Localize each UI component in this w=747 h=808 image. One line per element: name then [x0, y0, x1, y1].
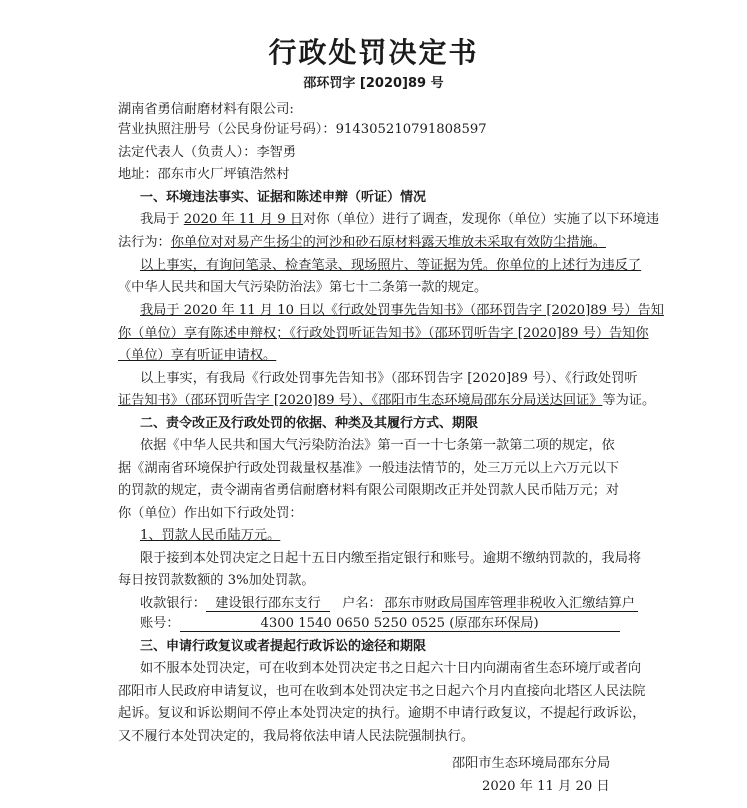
text-span: 等为证。: [602, 393, 656, 408]
section3-para1-line1: 如不服本处罚决定，可在收到本处罚决定书之日起六十日内向湖南省生态环境厅或者向: [140, 661, 642, 676]
account-number-line: [140, 615, 640, 633]
section2-para2-line2: 每日按罚款数额的 3%加处罚款。: [118, 573, 315, 588]
violation-description: 你单位对对易产生扬尘的河沙和砂石原材料露天堆放未采取有效防尘措施。: [170, 235, 606, 250]
text-span: 我局于: [140, 212, 184, 227]
section3-para1-line2: 邵阳市人民政府申请复议，也可在收到本处罚决定书之日起六个月内直接向北塔区人民法院: [118, 684, 646, 699]
party-name: 湖南省勇信耐磨材料有限公司:: [118, 102, 294, 117]
section1-para4-line1: 以上事实，有我局《行政处罚事先告知书》（邵环罚告字 [2020]89 号）、《行政处罚听: [140, 371, 638, 386]
section1-para3-line1: 我局于 2020 年 11 月 10 日以《行政处罚事先告知书》（邵环罚告字 [2020]89 号）告知: [140, 303, 664, 318]
party-address: 地址：邵东市火厂坪镇浩然村: [118, 167, 290, 182]
penalty-item-1-text: 1、罚款人民币陆万元。: [140, 528, 281, 543]
document-title: 行政处罚决定书: [268, 36, 479, 69]
section2-heading: 二、责令改正及行政处罚的依据、种类及其履行方式、期限: [140, 416, 479, 431]
account-number-value: 4300 1540 0650 5250 0525 (原邵东环保局): [180, 616, 620, 632]
section1-para2-line2: 《中华人民共和国大气污染防治法》第七十二条第一款的规定。: [118, 280, 488, 295]
section3-heading: 三、申请行政复议或者提起行政诉讼的途径和期限: [140, 639, 427, 654]
section1-para4-line2: [118, 392, 656, 410]
bank-label: 收款银行：: [140, 596, 206, 611]
issuing-authority: 邵阳市生态环境局邵东分局: [452, 756, 611, 771]
section1-heading: 一、环境违法事实、证据和陈述申辩（听证）情况: [140, 190, 427, 205]
bank-info-line: [140, 595, 640, 613]
section1-para1-line1: [140, 211, 660, 229]
account-name-label: 户名：: [342, 596, 382, 611]
section1-para3-line3: （单位）享有听证申请权。: [118, 348, 277, 363]
party-representative: 法定代表人（负责人）：李智勇: [118, 145, 297, 160]
section2-para1-line1: 依据《中华人民共和国大气污染防治法》第一百一十七条第一款第二项的规定，依: [140, 438, 615, 453]
section2-para1-line2: 据《湖南省环境保护行政处罚裁量权基准》一般违法情节的，处三万元以上六万元以下: [118, 461, 620, 476]
evidence-documents: 证告知书》（邵环罚听告字 [2020]89 号）、《邵阳市生态环境局邵东分局送达回证》: [118, 393, 603, 408]
section3-para1-line3: 起诉。复议和诉讼期间不停止本处罚决定的执行。逾期不申请行政复议，不提起行政诉讼，: [118, 706, 646, 721]
section1-para2-line1: 以上事实，有询问笔录、检查笔录、现场照片、等证据为凭。你单位的上述行为违反了: [140, 258, 642, 273]
investigation-date: 2020 年 11 月 9 日: [183, 212, 304, 227]
penalty-item-1: [140, 527, 660, 545]
bank-value: 建设银行邵东支行: [206, 596, 330, 612]
text-span: 法行为：: [118, 235, 171, 250]
section1-para1-line2: [118, 234, 638, 252]
section3-para1-line4: 又不履行本处罚决定的，我局将依法申请人民法院强制执行。: [118, 729, 475, 744]
section2-para2-line1: 限于接到本处罚决定之日起十五日内缴至指定银行和账号。逾期不缴纳罚款的，我局将: [140, 551, 642, 566]
section2-para1-line4: 你（单位）作出如下行政处罚：: [118, 506, 303, 521]
issue-date: 2020 年 11 月 20 日: [482, 779, 610, 794]
account-name-value: 邵东市财政局国库管理非税收入汇缴结算户: [382, 596, 638, 612]
party-license: 营业执照注册号（公民身份证号码）：914305210791808597: [118, 122, 487, 137]
section1-para3-line2: 你（单位）享有陈述申辩权；《行政处罚听证告知书》（邵环罚听告字 [2020]89 号）告知你: [118, 326, 649, 341]
section2-para1-line3: 的罚款的规定，责令湖南省勇信耐磨材料有限公司限期改正并处罚款人民币陆万元；对: [118, 483, 620, 498]
document-number: 邵环罚字 [2020]89 号: [303, 76, 444, 91]
account-number-label: 账号：: [140, 616, 180, 631]
text-span: 对你（单位）进行了调查，发现你（单位）实施了以下环境违: [303, 212, 660, 227]
